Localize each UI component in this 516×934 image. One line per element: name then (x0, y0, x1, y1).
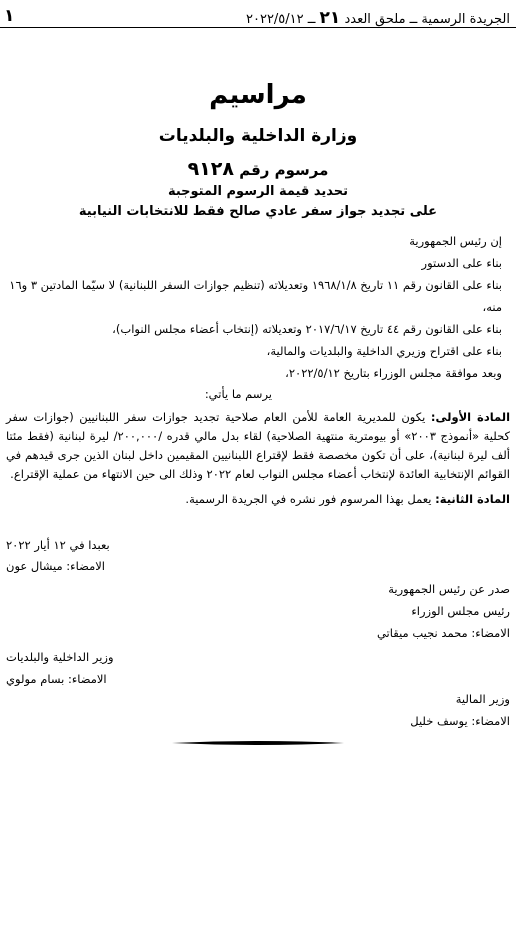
prime-minister-title: رئيس مجلس الوزراء (411, 604, 510, 618)
preamble-line: بناء على اقتراح وزيري الداخلية والبلديات والمالية، (266, 344, 502, 358)
decree-subject-line-1: تحديد قيمة الرسوم المتوجبة (167, 184, 349, 199)
header-separator: ــ (307, 12, 316, 27)
issue-number: ٢١ (319, 8, 341, 28)
decree-heading (0, 158, 516, 180)
ministry-title: وزارة الداخلية والبلديات (158, 126, 358, 146)
preamble-line: بناء على الدستور (421, 256, 502, 270)
article-1-text: يكون للمديرية العامة للأمن العام صلاحية تجديد جوازات سفر اللبنانيين (جوازات سفر كحلية «أنموذج ٢٠٠٣» أو بيومترية منتهية الصلاحية) لقاء بدل مالي قدره /٢٠٠,٠٠٠/ ليرة لبنانية (فقط مئتا ألف ليرة لبنانية)، على أن تكون مخصصة فقط لإقتراع اللبنانيين المقيمين داخل لبنان الذين جرى قيدهم في القوائم الإنتخابية العائدة لإنتخاب أعضاء مجلس النواب لعام ٢٠٢٢ وذلك الى حين الانتهاء من عملية الإقتراع. (6, 410, 510, 481)
prime-minister-signature: الامضاء: محمد نجيب ميقاتي (376, 626, 510, 640)
decree-subject-line-2: على تجديد جواز سفر عادي صالح فقط للانتخابات النيابية (78, 204, 438, 219)
preamble-line: بناء على القانون رقم ١١ تاريخ ١٩٦٨/١/٨ وتعديلاته (تنظيم جوازات السفر اللبنانية) لا سيّما المادتين ٣ و١٦ منه، (9, 278, 502, 314)
article-2-text: يعمل بهذا المرسوم فور نشره في الجريدة الرسمية. (185, 492, 432, 506)
issued-by: صدر عن رئيس الجمهورية (388, 582, 510, 596)
finance-minister-title: وزير المالية (455, 692, 510, 706)
finance-minister-signature: الامضاء: يوسف خليل (410, 714, 510, 728)
closing-divider (172, 740, 344, 746)
article-1-label: المادة الأولى: (430, 410, 511, 424)
issue-date: ٢٠٢٢/٥/١٢ (246, 12, 304, 27)
gazette-header (246, 8, 510, 28)
article-1 (6, 408, 510, 484)
president-signature: الامضاء: ميشال عون (6, 559, 105, 573)
preamble-line: وبعد موافقة مجلس الوزراء بتاريخ ٢٠٢٢/٥/١٢، (285, 366, 502, 380)
header-rule (0, 27, 516, 28)
page-number: ١ (4, 6, 15, 26)
publication-name: الجريدة الرسمية ــ ملحق العدد (344, 12, 510, 27)
interior-minister-title: وزير الداخلية والبلديات (6, 650, 114, 664)
preamble-line: إن رئيس الجمهورية (409, 234, 502, 248)
place-and-date: بعبدا في ١٢ أيار ٢٠٢٢ (6, 538, 110, 552)
article-2 (6, 490, 510, 509)
preamble (2, 230, 502, 384)
article-2-label: المادة الثانية: (435, 492, 510, 506)
preamble-line: بناء على القانون رقم ٤٤ تاريخ ٢٠١٧/٦/١٧ وتعديلاته (إنتخاب أعضاء مجلس النواب)، (112, 322, 502, 336)
decree-label: مرسوم رقم (239, 161, 329, 179)
interior-minister-signature: الامضاء: بسام مولوي (6, 672, 107, 686)
decrees-line: يرسم ما يأتي: (204, 387, 272, 401)
section-title: مراسيم (209, 80, 307, 110)
decree-number: ٩١٢٨ (187, 158, 234, 180)
